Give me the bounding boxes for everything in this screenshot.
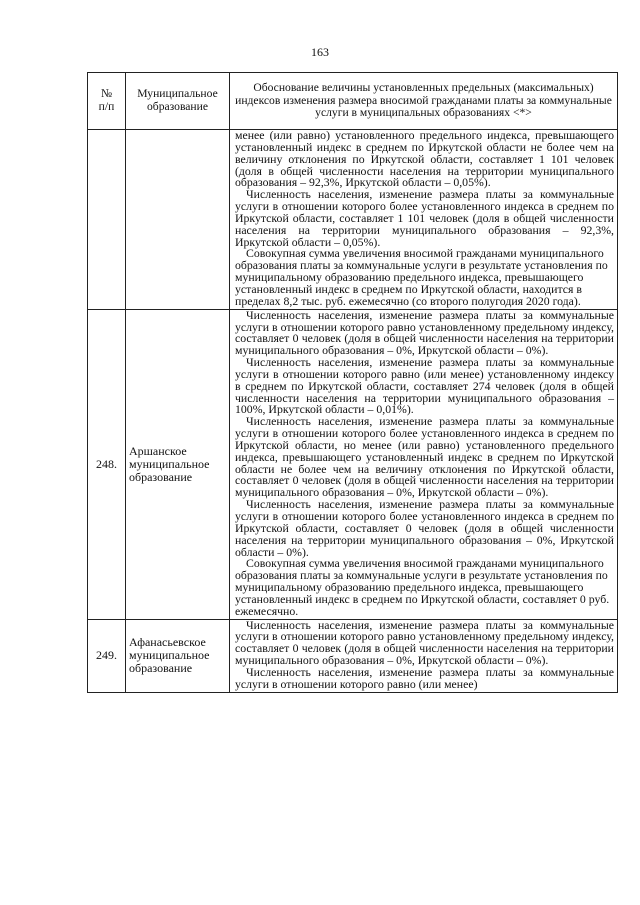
justification-table [87, 72, 618, 693]
justification-paragraph: Совокупная сумма увеличения вносимой гражданами муниципального образования платы за коммунальные услуги в результате установления по муниципальному образованию предельного индекса, превышающего установленный индекс в среднем по Иркутской области, составляет 0 руб. ежемесячно. [235, 556, 610, 618]
justification-paragraph: Численность населения, изменение размера платы за коммунальные услуги в отношении которого более установленного индекса в среднем по Иркутской области, составляет 0 человек (доля в общей численности населения на территории муниципального образования – 0%, Иркутской области – 0%). [235, 497, 614, 559]
justification-paragraph: Численность населения, изменение размера платы за коммунальные услуги в отношении которого равно установленному предельному индексу, составляет 0 человек (доля в общей численности населения на территории муниципального образования – 0%, Иркутской области – 0%). [235, 617, 614, 668]
justification-paragraph: Численность населения, изменение размера платы за коммунальные услуги в отношении которого равно установленному предельному индексу, составляет 0 человек (доля в общей численности населения на территории муниципального образования – 0%, Иркутской области – 0%). [235, 307, 614, 358]
header-justification: Обоснование величины установленных предельных (максимальных) индексов изменения размера вносимой гражданами платы за коммунальные услуги в муниципальных образованиях <*> [230, 73, 618, 130]
row-number [88, 130, 126, 310]
table-row [88, 309, 618, 619]
table-header-row [88, 73, 618, 130]
table-row [88, 130, 618, 310]
justification-cell [230, 619, 618, 692]
justification-paragraph: Численность населения, изменение размера платы за коммунальные услуги в отношении которого равно (или менее) установленному индексу в среднем по Иркутской области, составляет 274 человек (доля в общей численности населения на территории муниципального образования – 100%, Иркутской области – 0,01%). [235, 355, 614, 417]
justification-cell [230, 130, 618, 310]
justification-paragraph: Совокупная сумма увеличения вносимой гражданами муниципального образования платы за коммунальные услуги в результате установления по муниципальному образованию предельного индекса, превышающего установленный индекс в среднем по Иркутской области, находится в пределах 8,2 тыс. руб. ежемесячно (со второго полугодия 2020 года). [235, 246, 608, 308]
municipality-name: Афанасьевское муниципальное образование [126, 619, 230, 692]
municipality-name [126, 130, 230, 310]
header-municipality: Муниципальное образование [126, 73, 230, 130]
justification-paragraph: менее (или равно) установленного предельного индекса, превышающего установленный индекс в среднем по Иркутской области не более чем на величину отклонения по Иркутской области, составляет 1 101 человек (доля в общей численности населения на территории муниципального образования – 92,3%, Иркутской области – 0,05%). [235, 128, 614, 190]
table-row [88, 619, 618, 692]
row-number: 249. [88, 619, 126, 692]
row-number: 248. [88, 309, 126, 619]
page-number: 163 [311, 45, 329, 59]
header-number: № п/п [88, 73, 126, 130]
municipality-name: Аршанское муниципальное образование [126, 309, 230, 619]
justification-paragraph: Численность населения, изменение размера платы за коммунальные услуги в отношении которого более установленного индекса в среднем по Иркутской области, составляет 1 101 человек (доля в общей численности населения на территории муниципального образования – 92,3%, Иркутской области – 0,05%). [235, 187, 614, 249]
justification-paragraph: Численность населения, изменение размера платы за коммунальные услуги в отношении которого более установленного индекса в среднем по Иркутской области, но менее (или равно) установленного предельного индекса, превышающего установленный индекс в среднем по Иркутской области не более чем на величину отклонения по Иркутской области, составляет 0 человек (доля в общей численности населения на территории муниципального образования – 0%, Иркутской области – 0%). [235, 414, 614, 500]
justification-paragraph: Численность населения, изменение размера платы за коммунальные услуги в отношении которого равно (или менее) [235, 664, 614, 691]
justification-cell [230, 309, 618, 619]
